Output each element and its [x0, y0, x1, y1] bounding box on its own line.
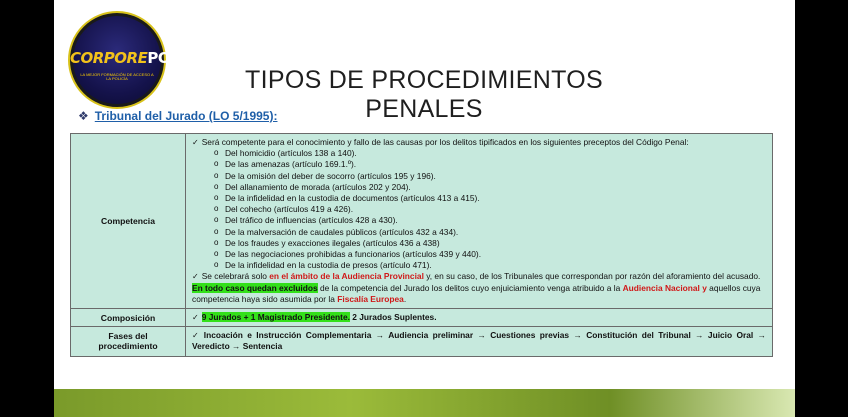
list-item: o De la infidelidad en la custodia de presos (artículo 471). [214, 260, 766, 271]
offense-list [192, 148, 766, 271]
list-item: o De las negociaciones prohibidas a funcionarios (artículos 439 y 440). [214, 249, 766, 260]
slide-title: TIPOS DE PROCEDIMIENTOS PENALES [245, 66, 603, 123]
table-row-fases [71, 327, 773, 356]
row-label-competencia: Competencia [71, 134, 186, 309]
row-label-fases: Fases del procedimiento [71, 327, 186, 356]
corporepol-logo [68, 11, 180, 109]
footer-bar [54, 389, 795, 417]
slide [54, 0, 795, 417]
row-label-composicion: Composición [71, 309, 186, 327]
list-item: o De la omisión del deber de socorro (artículos 195 y 196). [214, 171, 766, 182]
list-item: o De las amenazas (artículo 169.1.º). [214, 159, 766, 170]
fases-content: ✓ Incoación e Instrucción Complementaria → Audiencia preliminar → Cuestiones previas → Constitución del Tribunal → Juicio Oral → Veredicto → Sentencia [186, 327, 773, 356]
list-item: o Del homicidio (artículos 138 a 140). [214, 148, 766, 159]
logo-tagline: LA MEJOR FORMACIÓN DE ACCESO A LA POLICÍA [80, 72, 154, 82]
section-heading-text: Tribunal del Jurado (LO 5/1995): [94, 109, 278, 123]
competencia-intro: ✓ Será competente para el conocimiento y fallo de las causas por los delitos tipificados en los siguientes preceptos del Código Penal: [192, 137, 689, 147]
list-item: o De la malversación de caudales públicos (artículos 432 a 434). [214, 227, 766, 238]
check-mark-icon: ✓ [192, 313, 199, 323]
procedures-table [70, 133, 773, 357]
check-mark-icon: ✓ [192, 331, 201, 341]
list-item: o De la infidelidad en la custodia de documentos (artículos 413 a 415). [214, 193, 766, 204]
competencia-content [186, 134, 773, 309]
composicion-content: ✓ 9 Jurados + 1 Magistrado Presidente. 2 Jurados Suplentes. [186, 309, 773, 327]
competencia-scope-paragraph: ✓ Se celebrará solo en el ámbito de la Audiencia Provincial y, en su caso, de los Tribunales que correspondan por razón del aforamiento del acusado. En todo caso quedan excluidos de la competencia del Jurado los delitos cuyo enjuiciamiento venga atribuido a la Audiencia Nacional y aquellos cuya competencia haya sido asumida por la Fiscalía Europea. [192, 271, 761, 304]
table-row-composicion [71, 309, 773, 327]
table-row-competencia [71, 134, 773, 309]
list-item: o Del cohecho (artículos 419 a 426). [214, 204, 766, 215]
list-item: o Del allanamiento de morada (artículos 202 y 204). [214, 182, 766, 193]
diamond-bullet-icon: ❖ [78, 109, 89, 123]
section-heading [78, 109, 277, 123]
list-item: o Del tráfico de influencias (artículos 428 a 430). [214, 215, 766, 226]
logo-wordmark: CORPOREPOL [70, 49, 180, 67]
list-item: o De los fraudes y exacciones ilegales (artículos 436 a 438) [214, 238, 766, 249]
check-mark-icon: ✓ [192, 272, 199, 282]
check-mark-icon: ✓ [192, 138, 199, 147]
